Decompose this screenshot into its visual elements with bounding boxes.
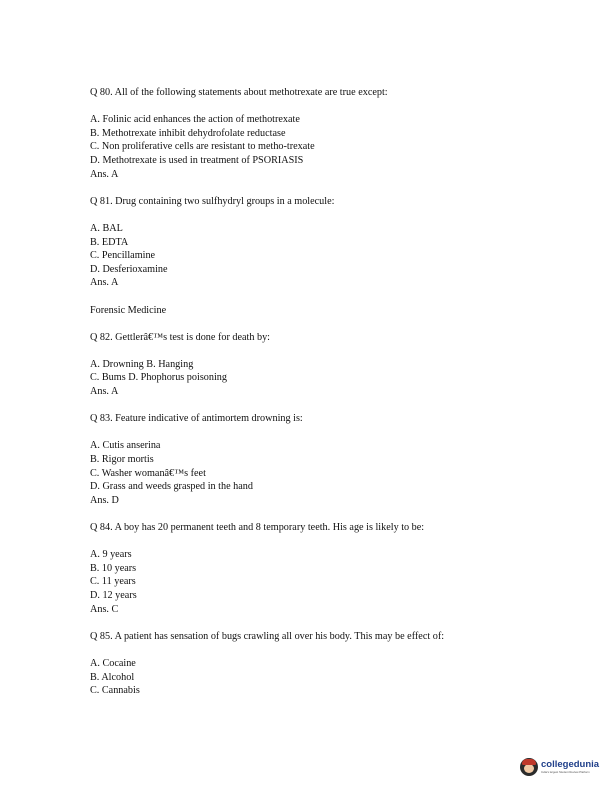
option: B. EDTA: [90, 236, 129, 248]
options-list: [90, 113, 580, 181]
answer: Ans. A: [90, 386, 119, 398]
option: B. Rigor mortis: [90, 454, 154, 466]
option: A. BAL: [90, 222, 123, 234]
option: D. Desferioxamine: [90, 263, 168, 275]
option: A. Cocaine: [90, 657, 136, 669]
question-block: [90, 331, 580, 399]
answer: Ans. D: [90, 494, 119, 506]
option: A. Drowning B. Hanging: [90, 358, 194, 370]
collegedunia-mascot-icon: [520, 758, 538, 776]
option: D. Methotrexate is used in treatment of PSORIASIS: [90, 154, 304, 166]
logo-wordmark: collegedunia: [541, 759, 600, 770]
question-text: Q 82. Gettlerâ€™s test is done for death by:: [90, 331, 271, 343]
options-list: [90, 657, 580, 698]
options-list: [90, 222, 580, 290]
options-list: [90, 358, 580, 399]
answer: Ans. C: [90, 603, 119, 615]
option: D. Grass and weeds grasped in the hand: [90, 481, 253, 493]
option: B. Methotrexate inhibit dehydrofolate reductase: [90, 127, 286, 139]
question-text: Q 80. All of the following statements about methotrexate are true except:: [90, 87, 388, 98]
answer: Ans. A: [90, 277, 119, 289]
question-block: [90, 412, 580, 507]
collegedunia-logo: [520, 758, 599, 776]
question-block: [90, 630, 580, 698]
option: C. Non proliferative cells are resistant to metho-trexate: [90, 141, 315, 153]
option: D. 12 years: [90, 589, 137, 601]
question-block: [90, 195, 580, 290]
option: A. Folinic acid enhances the action of methotrexate: [90, 114, 300, 126]
option: C. Cannabis: [90, 685, 140, 697]
section-heading: [90, 304, 580, 318]
question-text: Q 81. Drug containing two sulfhydryl groups in a molecule:: [90, 195, 335, 207]
question-block: [90, 86, 580, 181]
options-list: [90, 548, 580, 616]
option: C. Washer womanâ€™s feet: [90, 467, 206, 479]
answer: Ans. A: [90, 168, 119, 180]
document-body: [90, 86, 580, 698]
option: C. Bums D. Phophorus poisoning: [90, 372, 227, 384]
options-list: [90, 439, 580, 507]
question-block: [90, 521, 580, 616]
logo-tagline: India's largest Student Review Platform: [541, 770, 590, 774]
option: B. 10 years: [90, 562, 137, 574]
option: C. 11 years: [90, 576, 136, 588]
option: C. Pencillamine: [90, 250, 156, 262]
question-text: Q 85. A patient has sensation of bugs crawling all over his body. This may be effect of:: [90, 630, 445, 642]
option: A. Cutis anserina: [90, 440, 161, 452]
question-text: Q 83. Feature indicative of antimortem drowning is:: [90, 413, 303, 425]
question-text: Q 84. A boy has 20 permanent teeth and 8 temporary teeth. His age is likely to be:: [90, 522, 425, 533]
logo-text-group: [541, 760, 599, 774]
option: A. 9 years: [90, 549, 132, 561]
section-heading-text: Forensic Medicine: [90, 304, 167, 316]
option: B. Alcohol: [90, 671, 135, 683]
